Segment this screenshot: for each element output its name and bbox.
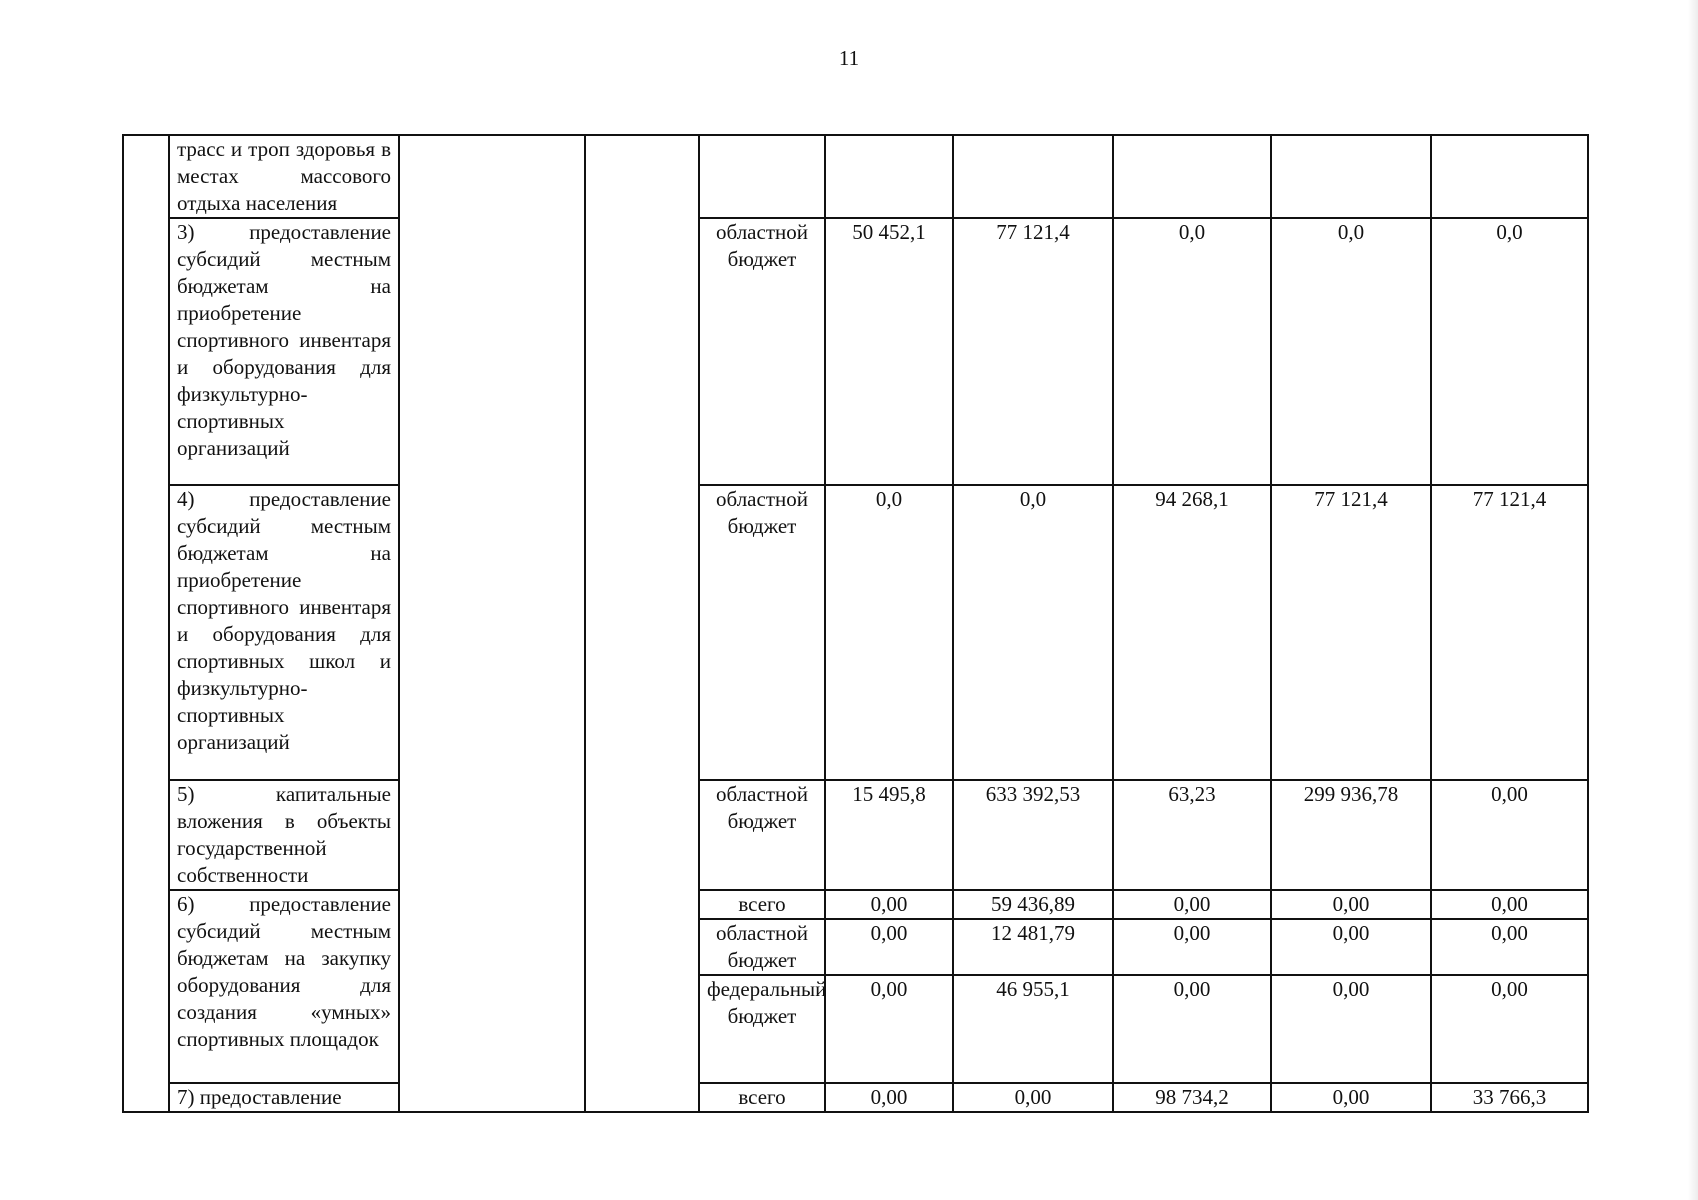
blank-cell bbox=[123, 919, 169, 975]
funding-source: областной бюджет bbox=[699, 919, 825, 975]
blank-cell bbox=[399, 218, 585, 485]
funding-source: областной бюджет bbox=[699, 218, 825, 485]
value-cell: 0,00 bbox=[1431, 890, 1588, 919]
value-cell: 0,00 bbox=[1271, 1083, 1431, 1112]
table-row bbox=[123, 780, 1588, 890]
table-row bbox=[123, 218, 1588, 485]
value-cell: 299 936,78 bbox=[1271, 780, 1431, 890]
value-cell: 0,00 bbox=[1113, 975, 1271, 1083]
blank-cell bbox=[123, 485, 169, 780]
blank-cell bbox=[585, 975, 699, 1083]
value-cell bbox=[953, 135, 1113, 218]
blank-cell bbox=[123, 975, 169, 1083]
value-cell bbox=[1271, 135, 1431, 218]
measure-description: 7) предоставление bbox=[169, 1083, 399, 1112]
blank-cell bbox=[123, 890, 169, 919]
measure-description: 5) капитальные вложения в объекты государственной собственности bbox=[169, 780, 399, 890]
blank-cell bbox=[123, 1083, 169, 1112]
funding-source: областной бюджет bbox=[699, 485, 825, 780]
blank-cell bbox=[585, 218, 699, 485]
value-cell: 0,0 bbox=[1113, 218, 1271, 485]
blank-cell bbox=[585, 135, 699, 218]
blank-cell bbox=[585, 1083, 699, 1112]
blank-cell bbox=[585, 485, 699, 780]
measure-description: 4) предоставление субсидий местным бюджетам на приобретение спортивного инвентаря и оборудования для спортивных школ и физкультурно-спортивных организаций bbox=[169, 485, 399, 780]
blank-cell bbox=[585, 890, 699, 919]
measure-description: трасс и троп здоровья в местах массового отдыха населения bbox=[169, 135, 399, 218]
funding-source: федеральный бюджет bbox=[699, 975, 825, 1083]
value-cell: 59 436,89 bbox=[953, 890, 1113, 919]
blank-cell bbox=[399, 890, 585, 919]
value-cell bbox=[1113, 135, 1271, 218]
funding-source: областной бюджет bbox=[699, 780, 825, 890]
value-cell: 633 392,53 bbox=[953, 780, 1113, 890]
blank-cell bbox=[123, 780, 169, 890]
value-cell: 77 121,4 bbox=[953, 218, 1113, 485]
value-cell bbox=[1431, 135, 1588, 218]
value-cell: 15 495,8 bbox=[825, 780, 953, 890]
value-cell: 98 734,2 bbox=[1113, 1083, 1271, 1112]
value-cell: 0,00 bbox=[825, 890, 953, 919]
budget-table bbox=[122, 134, 1589, 1113]
measure-description: 3) предоставление субсидий местным бюджетам на приобретение спортивного инвентаря и оборудования для физкультурно-спортивных организаций bbox=[169, 218, 399, 485]
blank-cell bbox=[399, 1083, 585, 1112]
value-cell: 0,00 bbox=[825, 919, 953, 975]
blank-cell bbox=[123, 218, 169, 485]
value-cell: 77 121,4 bbox=[1271, 485, 1431, 780]
funding-source: всего bbox=[699, 890, 825, 919]
value-cell: 0,00 bbox=[825, 975, 953, 1083]
blank-cell bbox=[399, 780, 585, 890]
value-cell: 0,00 bbox=[1431, 780, 1588, 890]
value-cell: 0,00 bbox=[1431, 975, 1588, 1083]
value-cell: 0,00 bbox=[1271, 975, 1431, 1083]
value-cell: 0,00 bbox=[1113, 890, 1271, 919]
value-cell: 0,00 bbox=[1431, 919, 1588, 975]
table-row bbox=[123, 135, 1588, 218]
value-cell: 0,00 bbox=[1271, 919, 1431, 975]
blank-cell bbox=[399, 919, 585, 975]
value-cell: 0,0 bbox=[825, 485, 953, 780]
value-cell: 0,00 bbox=[825, 1083, 953, 1112]
scan-edge bbox=[1688, 0, 1698, 1200]
measure-description: 6) предоставление субсидий местным бюджетам на закупку оборудования для создания «умных» спортивных площадок bbox=[169, 890, 399, 1083]
funding-source: всего bbox=[699, 1083, 825, 1112]
value-cell: 0,0 bbox=[1431, 218, 1588, 485]
blank-cell bbox=[399, 135, 585, 218]
blank-cell bbox=[399, 975, 585, 1083]
value-cell: 0,00 bbox=[953, 1083, 1113, 1112]
table-row bbox=[123, 890, 1588, 919]
page-number: 11 bbox=[838, 46, 860, 70]
value-cell: 0,0 bbox=[1271, 218, 1431, 485]
value-cell: 0,00 bbox=[1113, 919, 1271, 975]
value-cell: 77 121,4 bbox=[1431, 485, 1588, 780]
blank-cell bbox=[585, 780, 699, 890]
value-cell bbox=[825, 135, 953, 218]
blank-cell bbox=[585, 919, 699, 975]
value-cell: 63,23 bbox=[1113, 780, 1271, 890]
value-cell: 50 452,1 bbox=[825, 218, 953, 485]
blank-cell bbox=[399, 485, 585, 780]
value-cell: 0,00 bbox=[1271, 890, 1431, 919]
funding-source bbox=[699, 135, 825, 218]
value-cell: 33 766,3 bbox=[1431, 1083, 1588, 1112]
table-row bbox=[123, 485, 1588, 780]
blank-cell bbox=[123, 135, 169, 218]
value-cell: 94 268,1 bbox=[1113, 485, 1271, 780]
value-cell: 0,0 bbox=[953, 485, 1113, 780]
table-row bbox=[123, 1083, 1588, 1112]
value-cell: 12 481,79 bbox=[953, 919, 1113, 975]
value-cell: 46 955,1 bbox=[953, 975, 1113, 1083]
